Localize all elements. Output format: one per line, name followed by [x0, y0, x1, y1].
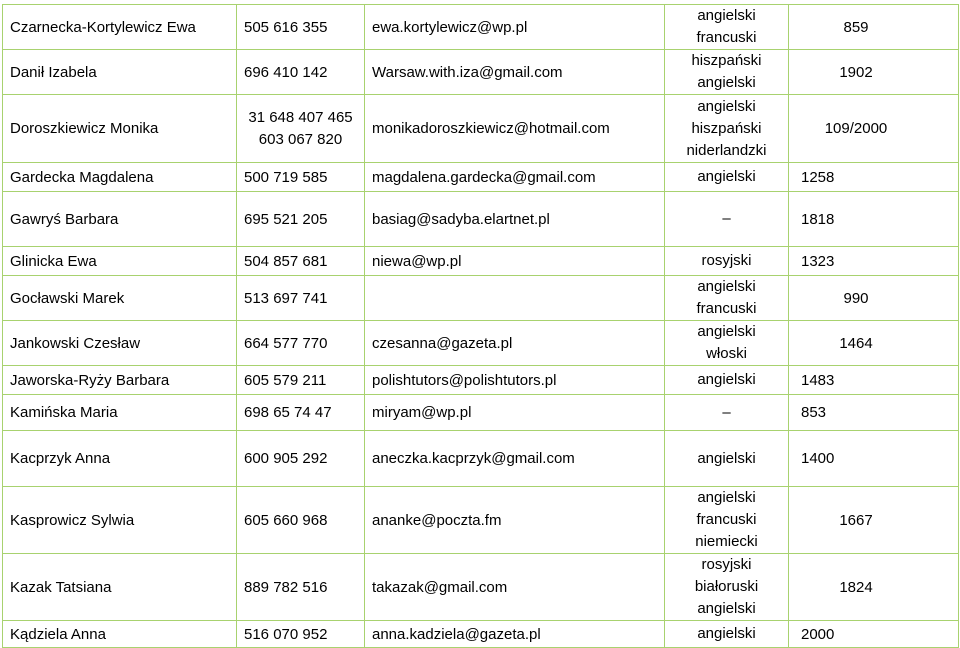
email-address: polishtutors@polishtutors.pl: [365, 366, 665, 395]
languages: [665, 247, 789, 276]
language-item: niderlandzki: [686, 141, 767, 159]
language-item: niemiecki: [695, 533, 758, 550]
email-address: ananke@poczta.fm: [365, 487, 665, 554]
translator-name: Gawryś Barbara: [3, 192, 237, 247]
phone-number: [237, 487, 365, 554]
phone-number: [237, 321, 365, 366]
translator-table: [2, 4, 959, 648]
language-item: rosyjski: [701, 556, 752, 573]
languages: [665, 321, 789, 366]
registry-number: 1464: [789, 321, 959, 366]
phone-line: 696 410 142: [244, 63, 328, 81]
translator-name: Danił Izabela: [3, 50, 237, 95]
translator-name: Jankowski Czesław: [3, 321, 237, 366]
translator-name: Czarnecka-Kortylewicz Ewa: [3, 5, 237, 50]
language-item: francuski: [696, 300, 757, 317]
language-item: hiszpański: [691, 52, 762, 69]
language-item: rosyjski: [701, 252, 752, 269]
phone-number: [237, 366, 365, 395]
translator-name: Kądziela Anna: [3, 621, 237, 648]
language-item: angielski: [697, 7, 756, 24]
translator-name: Kamińska Maria: [3, 395, 237, 431]
registry-number: 109/2000: [789, 95, 959, 163]
phone-line: 664 577 770: [244, 334, 328, 352]
table-row: [3, 395, 959, 431]
table-body: [3, 5, 959, 648]
languages: [665, 554, 789, 621]
registry-number: 859: [789, 5, 959, 50]
phone-number: [237, 554, 365, 621]
languages: [665, 5, 789, 50]
language-item: angielski: [697, 371, 756, 388]
translator-name: Doroszkiewicz Monika: [3, 95, 237, 163]
table-row: [3, 163, 959, 192]
table-row: [3, 431, 959, 487]
email-address: anna.kadziela@gazeta.pl: [365, 621, 665, 648]
phone-number: [237, 50, 365, 95]
languages: [665, 192, 789, 247]
language-item: angielski: [697, 278, 756, 295]
email-address: monikadoroszkiewicz@hotmail.com: [365, 95, 665, 163]
language-item: angielski: [697, 600, 756, 617]
language-item: angielski: [697, 97, 756, 115]
languages: [665, 431, 789, 487]
table-row: [3, 50, 959, 95]
language-item: francuski: [696, 29, 757, 46]
language-item: –: [722, 210, 731, 227]
email-address: takazak@gmail.com: [365, 554, 665, 621]
table-row: [3, 276, 959, 321]
registry-number: 1323: [789, 247, 959, 276]
phone-line: 603 067 820: [258, 130, 343, 148]
email-address: miryam@wp.pl: [365, 395, 665, 431]
email-address: basiag@sadyba.elartnet.pl: [365, 192, 665, 247]
language-item: włoski: [706, 345, 747, 362]
language-item: białoruski: [694, 578, 759, 595]
registry-number: 1483: [789, 366, 959, 395]
phone-number: [237, 395, 365, 431]
languages: [665, 366, 789, 395]
table-row: [3, 5, 959, 50]
phone-line: 513 697 741: [244, 289, 328, 307]
translator-name: Kazak Tatsiana: [3, 554, 237, 621]
registry-number: 1258: [789, 163, 959, 192]
phone-line: 605 579 211: [244, 371, 327, 389]
phone-line: 500 719 585: [244, 168, 328, 186]
table-row: [3, 192, 959, 247]
table-row: [3, 95, 959, 163]
phone-line: 600 905 292: [244, 450, 328, 467]
languages: [665, 50, 789, 95]
phone-line: 605 660 968: [244, 511, 328, 529]
languages: [665, 395, 789, 431]
phone-line: 889 782 516: [244, 578, 328, 596]
registry-number: 853: [789, 395, 959, 431]
language-item: –: [722, 403, 731, 421]
languages: [665, 95, 789, 163]
phone-number: [237, 431, 365, 487]
registry-number: 1902: [789, 50, 959, 95]
language-item: angielski: [697, 74, 756, 91]
phone-number: [237, 95, 365, 163]
email-address: ewa.kortylewicz@wp.pl: [365, 5, 665, 50]
email-address: Warsaw.with.iza@gmail.com: [365, 50, 665, 95]
phone-number: [237, 192, 365, 247]
table-row: [3, 366, 959, 395]
translator-name: Kacprzyk Anna: [3, 431, 237, 487]
registry-number: 1400: [789, 431, 959, 487]
phone-number: [237, 621, 365, 648]
table-row: [3, 487, 959, 554]
language-item: hiszpański: [691, 119, 762, 137]
email-address: magdalena.gardecka@gmail.com: [365, 163, 665, 192]
registry-number: 990: [789, 276, 959, 321]
translator-name: Kasprowicz Sylwia: [3, 487, 237, 554]
phone-line: 504 857 681: [244, 252, 328, 270]
email-address: aneczka.kacprzyk@gmail.com: [365, 431, 665, 487]
table-row: [3, 621, 959, 648]
phone-line: 695 521 205: [244, 210, 328, 228]
table-row: [3, 554, 959, 621]
phone-line: 505 616 355: [244, 18, 328, 36]
languages: [665, 276, 789, 321]
language-item: francuski: [696, 511, 757, 528]
phone-number: [237, 276, 365, 321]
language-item: angielski: [697, 323, 756, 340]
languages: [665, 163, 789, 192]
phone-number: [237, 247, 365, 276]
phone-number: [237, 5, 365, 50]
language-item: angielski: [697, 625, 756, 642]
translator-name: Gardecka Magdalena: [3, 163, 237, 192]
languages: [665, 487, 789, 554]
email-address: niewa@wp.pl: [365, 247, 665, 276]
languages: [665, 621, 789, 648]
registry-number: 1818: [789, 192, 959, 247]
table-row: [3, 247, 959, 276]
language-item: angielski: [697, 489, 756, 506]
translator-name: Jaworska-Ryży Barbara: [3, 366, 237, 395]
translator-name: Glinicka Ewa: [3, 247, 237, 276]
registry-number: 2000: [789, 621, 959, 648]
translator-name: Gocławski Marek: [3, 276, 237, 321]
registry-number: 1824: [789, 554, 959, 621]
phone-line: 516 070 952: [244, 625, 328, 643]
table-row: [3, 321, 959, 366]
language-item: angielski: [697, 168, 756, 185]
phone-line: 698 65 74 47: [244, 404, 332, 421]
email-address: czesanna@gazeta.pl: [365, 321, 665, 366]
registry-number: 1667: [789, 487, 959, 554]
language-item: angielski: [697, 449, 756, 467]
email-address: [365, 276, 665, 321]
phone-line: 31 648 407 465: [248, 108, 353, 126]
phone-number: [237, 163, 365, 192]
